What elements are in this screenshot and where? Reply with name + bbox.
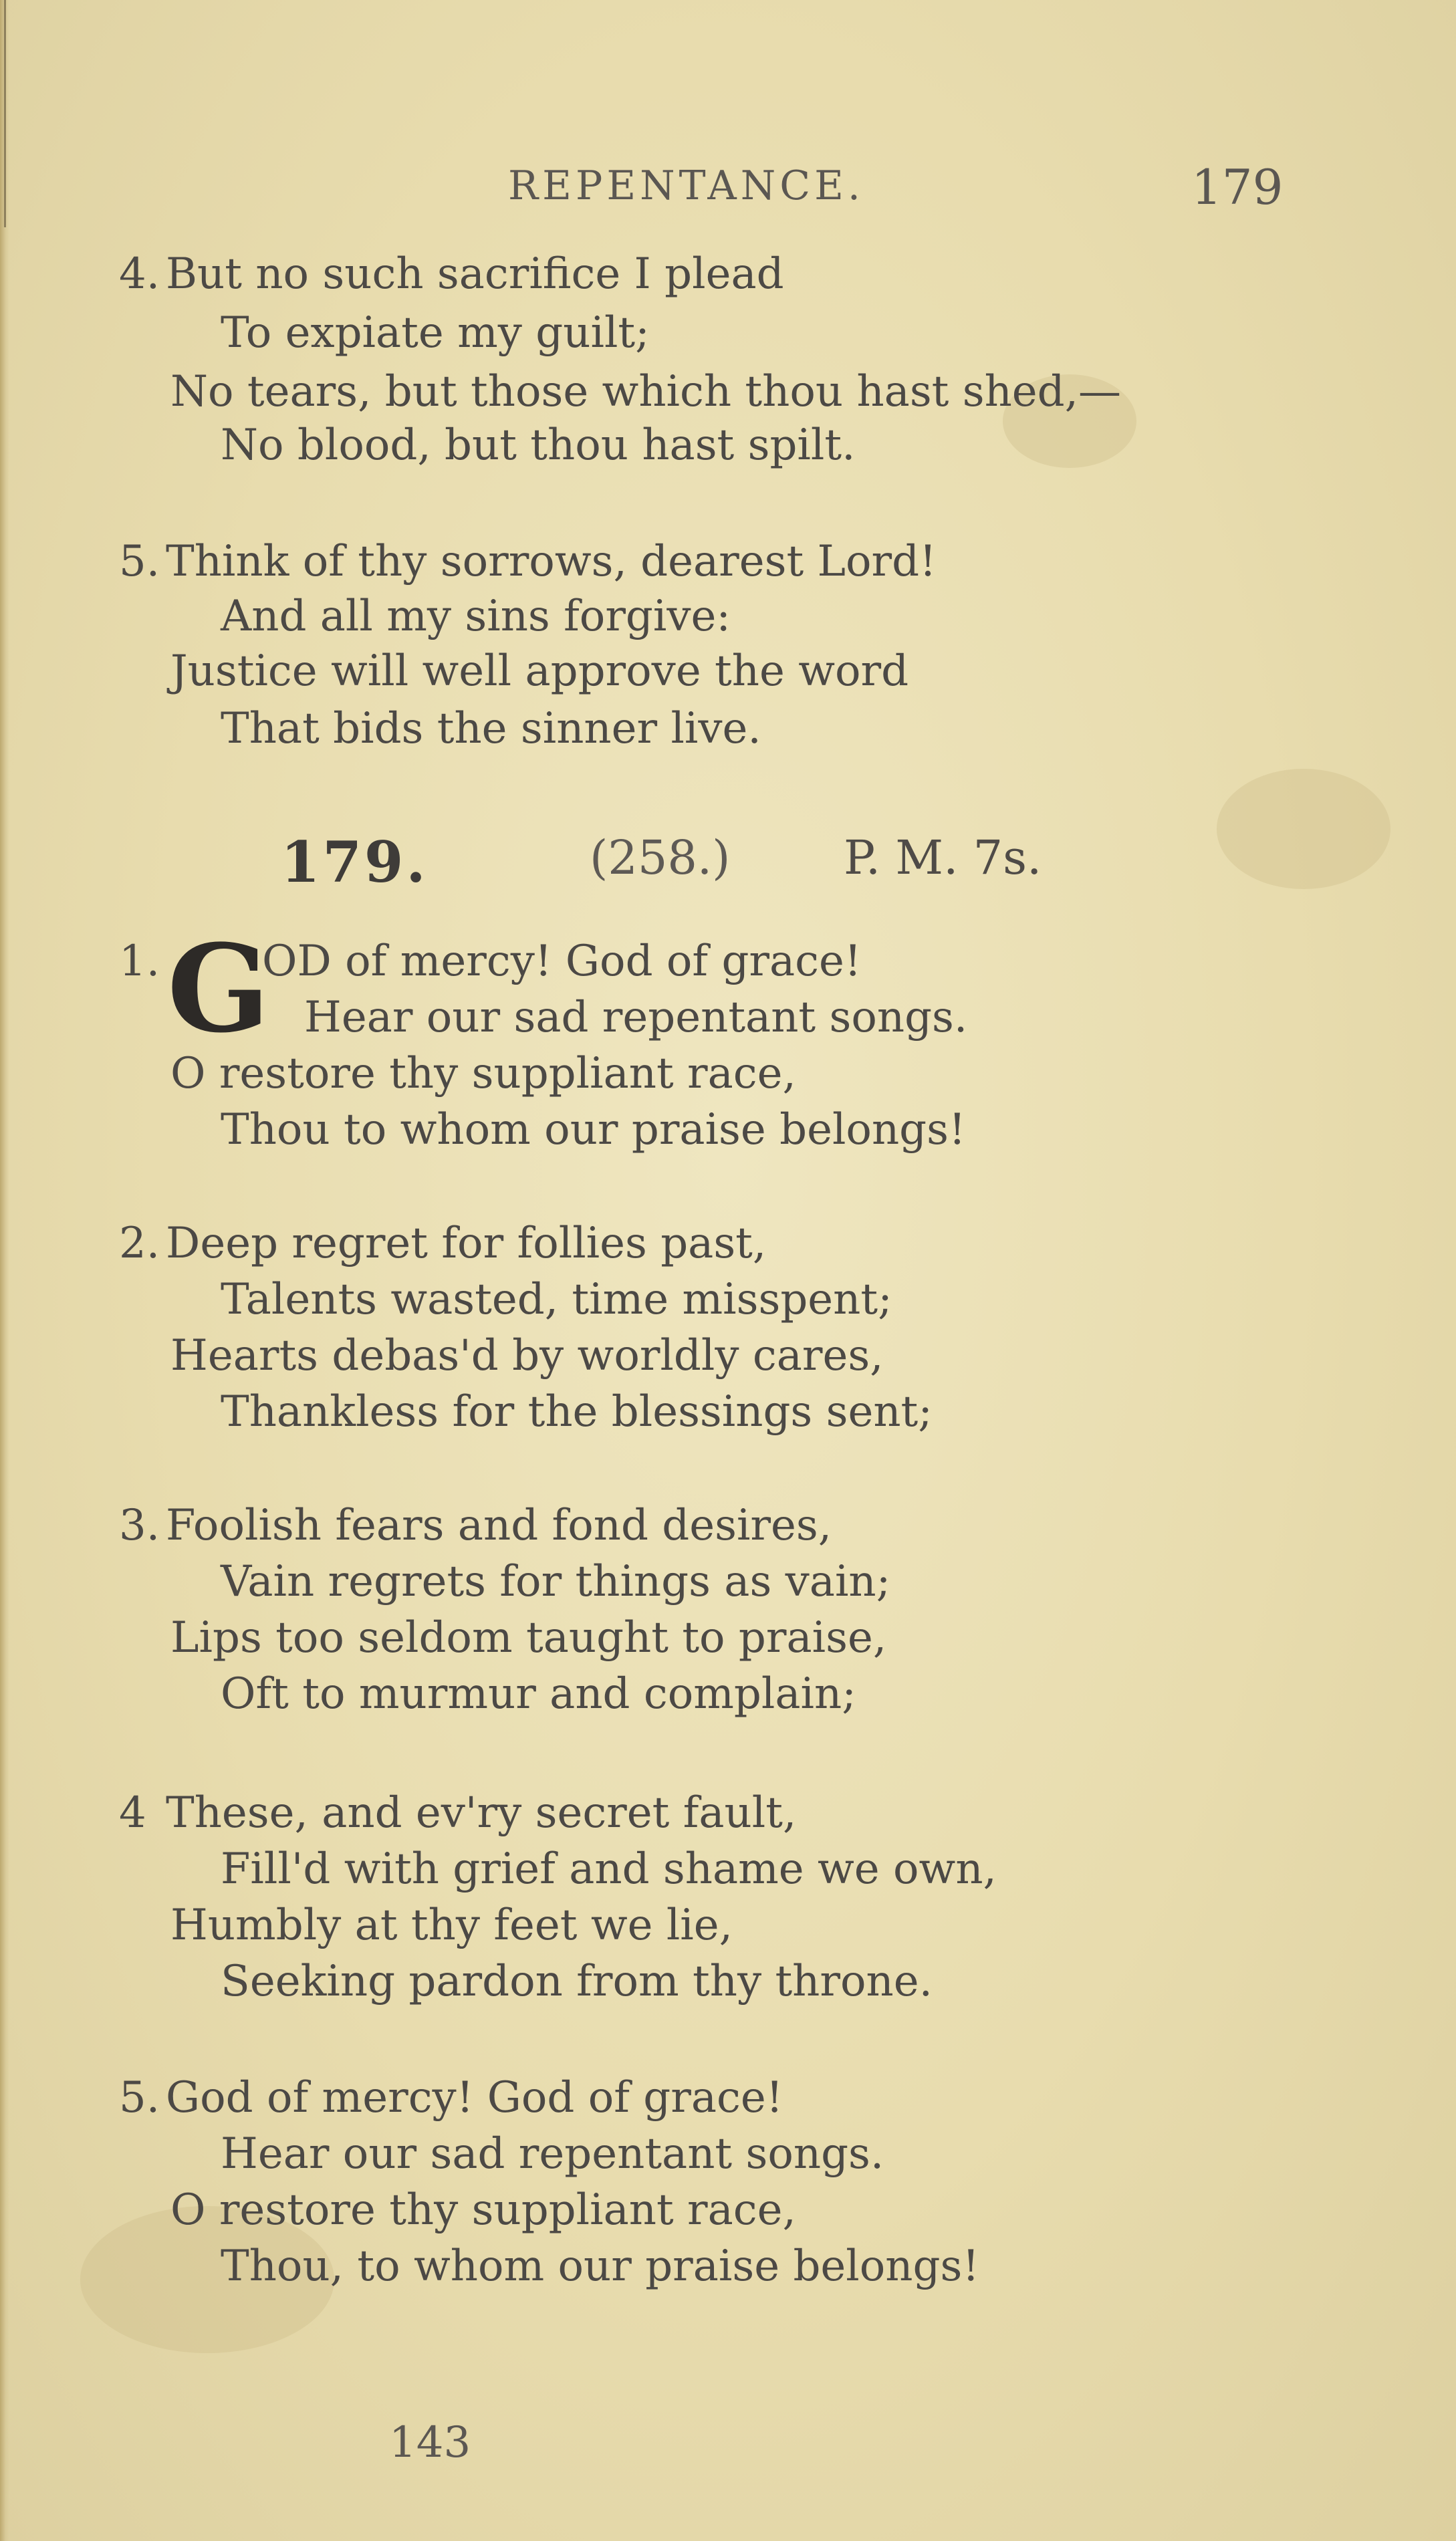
verse-line: No blood, but thou hast spilt.	[221, 420, 856, 470]
stanza-number: 2.	[119, 1219, 160, 1268]
page-number: 179	[1191, 159, 1284, 215]
verse-line: Hear our sad repentant songs.	[221, 2129, 884, 2179]
verse-line: Seeking pardon from thy throne.	[221, 1957, 933, 2006]
page-gutter	[0, 0, 9, 2541]
verse-line: 2. Deep regret for follies past,	[119, 1219, 767, 1268]
verse-line: Thou, to whom our praise belongs!	[221, 2242, 980, 2291]
verse-line: 5. Think of thy sorrows, dearest Lord!	[119, 537, 937, 586]
verse-line: Oft to murmur and complain;	[221, 1669, 856, 1719]
running-title: REPENTANCE.	[508, 162, 864, 209]
verse-line: Talents wasted, time misspent;	[221, 1275, 892, 1324]
stanza-number: 4.	[119, 249, 160, 299]
signature-mark: 143	[389, 2418, 471, 2467]
verse-line: To expiate my guilt;	[221, 308, 650, 358]
verse-line: And all my sins forgive:	[221, 592, 731, 641]
verse-line: O restore thy suppliant race,	[170, 1049, 796, 1098]
stanza-number: 5.	[119, 537, 160, 586]
verse-line: Vain regrets for things as vain;	[221, 1557, 891, 1606]
verse-line: O restore thy suppliant race,	[170, 2185, 796, 2235]
hymn-meter: P. M. 7s.	[844, 830, 1042, 885]
verse-line: 4 These, and ev'ry secret fault,	[119, 1788, 797, 1838]
verse-line: No tears, but those which thou hast shed,—	[170, 367, 1121, 416]
verse-line: Humbly at thy feet we lie,	[170, 1901, 733, 1950]
verse-line: 5. God of mercy! God of grace!	[119, 2073, 783, 2123]
hymn-alt-number: (258.)	[590, 830, 731, 885]
verse-line: 4. But no such sacrifice I plead	[119, 249, 784, 299]
stanza-number: 3.	[119, 1501, 160, 1550]
paper-stain	[1217, 769, 1390, 889]
verse-line: Hearts debas'd by worldly cares,	[170, 1331, 884, 1380]
verse-line: Thankless for the blessings sent;	[221, 1387, 933, 1437]
drop-cap: G	[167, 919, 270, 1060]
stanza-number: 5.	[119, 2073, 160, 2123]
gutter-mark	[4, 0, 6, 227]
stanza-number: 4	[119, 1788, 146, 1838]
verse-line: OD of mercy! God of grace!	[262, 937, 862, 986]
hymn-number: 179.	[281, 829, 429, 895]
verse-line: Thou to whom our praise belongs!	[221, 1105, 966, 1155]
verse-line: Hear our sad repentant songs.	[304, 993, 968, 1042]
verse-line: That bids the sinner live.	[221, 704, 761, 753]
verse-line: 3. Foolish fears and fond desires,	[119, 1501, 832, 1550]
verse-line: Justice will well approve the word	[170, 646, 909, 696]
verse-line: Lips too seldom taught to praise,	[170, 1613, 887, 1663]
stanza-number: 1.	[119, 937, 160, 986]
verse-line: Fill'd with grief and shame we own,	[221, 1844, 997, 1894]
